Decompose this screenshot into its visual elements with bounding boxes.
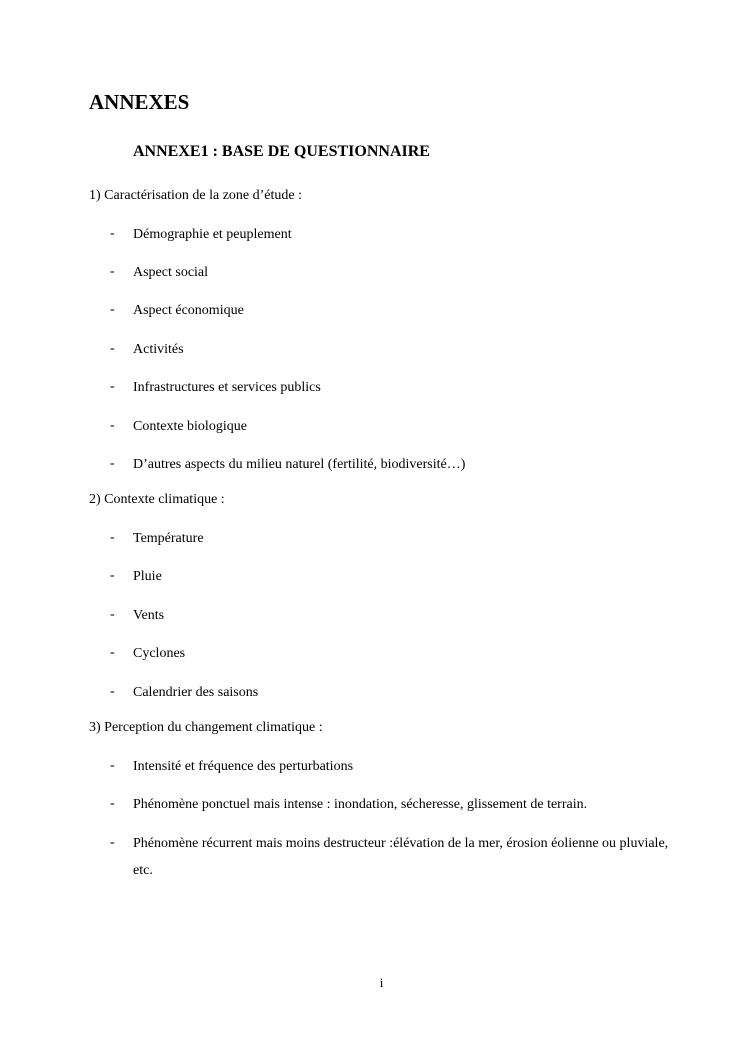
list-item <box>110 605 670 629</box>
list-item-text: Température <box>133 531 204 546</box>
list-item-text: Pluie <box>133 569 162 584</box>
bullet-dash: - <box>110 226 115 241</box>
list-item-text: Aspect social <box>133 265 209 280</box>
annex-subtitle: ANNEXE1 : BASE DE QUESTIONNAIRE <box>133 143 430 160</box>
list-item <box>110 566 670 590</box>
bullet-dash: - <box>110 684 115 699</box>
bullet-dash: - <box>110 758 115 773</box>
list-item <box>110 528 670 552</box>
list-item-text: Aspect économique <box>133 303 244 318</box>
list-item-text: Vents <box>133 608 165 623</box>
list-item-text: Phénomène ponctuel mais intense : inondation, sécheresse, glissement de terrain. <box>133 797 588 812</box>
bullet-dash: - <box>110 418 115 433</box>
list-item <box>110 377 670 401</box>
page-title: ANNEXES <box>89 90 190 114</box>
list-item-text: Activités <box>133 342 184 357</box>
bullet-dash: - <box>110 835 115 850</box>
list-item <box>110 262 670 286</box>
bullet-dash: - <box>110 607 115 622</box>
bullet-dash: - <box>110 568 115 583</box>
bullet-dash: - <box>110 530 115 545</box>
section-heading-3: 3) Perception du changement climatique : <box>89 720 323 735</box>
list-item <box>110 416 670 440</box>
section-heading-2: 2) Contexte climatique : <box>89 492 225 507</box>
list-item <box>110 300 670 324</box>
bullet-dash: - <box>110 341 115 356</box>
list-item-text: Phénomène récurrent mais moins destructeur :élévation de la mer, érosion éolienne ou pluviale, etc. <box>133 836 669 878</box>
section-heading-1: 1) Caractérisation de la zone d’étude : <box>89 188 303 203</box>
bullet-dash: - <box>110 796 115 811</box>
list-item-text: Démographie et peuplement <box>133 227 292 242</box>
list-item <box>110 756 670 780</box>
list-item-text: D’autres aspects du milieu naturel (fertilité, biodiversité…) <box>133 457 466 472</box>
list-item <box>110 454 670 478</box>
list-item <box>110 682 670 706</box>
list-item <box>110 643 670 667</box>
bullet-dash: - <box>110 264 115 279</box>
list-item <box>110 794 670 818</box>
list-item-text: Cyclones <box>133 646 186 661</box>
list-item <box>110 224 670 248</box>
list-item-text: Intensité et fréquence des perturbations <box>133 759 354 774</box>
bullet-dash: - <box>110 379 115 394</box>
list-item-text: Calendrier des saisons <box>133 685 259 700</box>
list-item-text: Contexte biologique <box>133 419 247 434</box>
list-item <box>110 833 670 884</box>
page-number: i <box>379 975 384 990</box>
bullet-dash: - <box>110 645 115 660</box>
list-item <box>110 339 670 363</box>
bullet-dash: - <box>110 302 115 317</box>
list-item-text: Infrastructures et services publics <box>133 380 321 395</box>
bullet-dash: - <box>110 456 115 471</box>
